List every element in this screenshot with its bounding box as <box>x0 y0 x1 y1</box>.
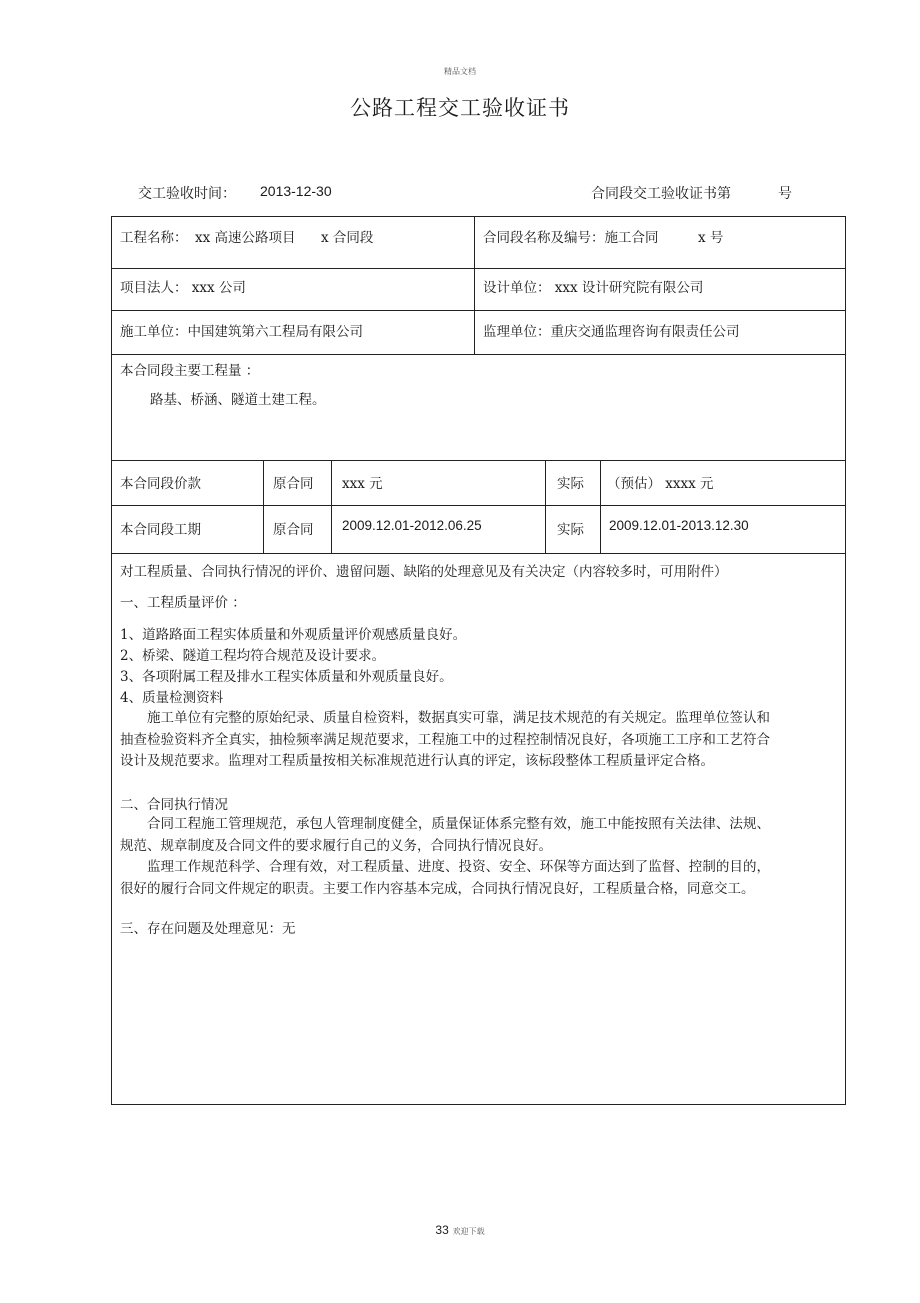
column-divider <box>600 460 601 553</box>
column-divider <box>545 460 546 553</box>
price-label: 本合同段价款 <box>120 476 201 492</box>
price-actual-label: 实际 <box>557 476 584 492</box>
section1-title: 一、工程质量评价 ： <box>120 595 246 611</box>
project-name-label: 工程名称： <box>120 230 188 246</box>
period-original-label: 原合同 <box>273 522 314 538</box>
price-actual-value: （预估） xxxx 元 <box>607 476 714 492</box>
project-name-value: xx 高速公路项目 <box>195 230 296 246</box>
period-label: 本合同段工期 <box>120 522 201 538</box>
quality-item: 3、各项附属工程及排水工程实体质量和外观质量良好。 <box>120 669 453 685</box>
price-original-value: xxx 元 <box>342 476 383 492</box>
column-divider <box>263 460 264 553</box>
section2-title: 二、合同执行情况 <box>120 797 228 813</box>
section-label: 合同段名称及编号：施工合同 <box>483 230 659 246</box>
main-quantity-value: 路基、桥涵、隧道土建工程。 <box>150 392 326 408</box>
row-divider <box>111 460 846 461</box>
period-actual-label: 实际 <box>557 522 584 538</box>
cert-suffix: 号 <box>778 186 792 202</box>
quality-item: 2、桥梁、隧道工程均符合规范及设计要求。 <box>120 648 386 664</box>
price-original-label: 原合同 <box>273 476 314 492</box>
header-tag: 精品文档 <box>444 67 476 76</box>
period-original-value: 2009.12.01-2012.06.25 <box>342 518 482 533</box>
quality-item: 1、道路路面工程实体质量和外观质量评价观感质量良好。 <box>120 627 467 643</box>
period-actual-value: 2009.12.01-2013.12.30 <box>609 518 749 533</box>
column-divider <box>474 216 475 354</box>
project-name-section: x 合同段 <box>321 230 374 246</box>
contract-paragraph-2: 监理工作规范科学、合理有效，对工程质量、进度、投资、安全、环保等方面达到了监督、控制的目的，很好的履行合同文件规定的职责。主要工作内容基本完成，合同执行情况良好，工程质量合格，同意交工。 <box>120 859 770 897</box>
footer-note: 欢迎下载 <box>452 1227 485 1236</box>
row-divider <box>111 354 846 355</box>
row-divider <box>111 553 846 554</box>
date-value: 2013-12-30 <box>260 183 332 199</box>
page-number: 33 <box>435 1223 449 1237</box>
column-divider <box>331 460 332 553</box>
contract-paragraph-1: 合同工程施工管理规范，承包人管理制度健全，质量保证体系完整有效，施工中能按照有关法律、法规、规范、规章制度及合同文件的要求履行自己的义务，合同执行情况良好。 <box>120 816 770 854</box>
row-divider <box>111 268 846 269</box>
construction-unit: 施工单位：中国建筑第六工程局有限公司 <box>120 324 363 340</box>
design-unit: 设计单位： xxx 设计研究院有限公司 <box>483 280 704 296</box>
supervision-unit: 监理单位：重庆交通监理咨询有限责任公司 <box>483 324 740 340</box>
section-value: x 号 <box>698 230 724 246</box>
evaluation-intro: 对工程质量、合同执行情况的评价、遗留问题、缺陷的处理意见及有关决定（内容较多时，可用附件） <box>120 564 728 580</box>
quality-paragraph: 施工单位有完整的原始纪录、质量自检资料，数据真实可靠，满足技术规范的有关规定。监理单位签认和抽查检验资料齐全真实，抽检频率满足规范要求，工程施工中的过程控制情况良好，各项施工工序和工艺符合设计及规范要求。监理对工程质量按相关标准规范进行认真的评定，该标段整体工程质量评定合格。 <box>120 710 770 769</box>
row-divider <box>111 505 846 506</box>
date-label: 交工验收时间： <box>138 186 236 202</box>
page-footer <box>0 1223 920 1237</box>
main-quantity-label: 本合同段主要工程量 ： <box>120 363 260 379</box>
page-title: 公路工程交工验收证书 <box>350 96 570 120</box>
row-divider <box>111 310 846 311</box>
quality-item: 4、质量检测资料 <box>120 690 224 706</box>
cert-label: 合同段交工验收证书第 <box>591 186 731 202</box>
legal-person: 项目法人： xxx 公司 <box>120 280 246 296</box>
section3-title: 三、存在问题及处理意见：无 <box>120 921 296 937</box>
